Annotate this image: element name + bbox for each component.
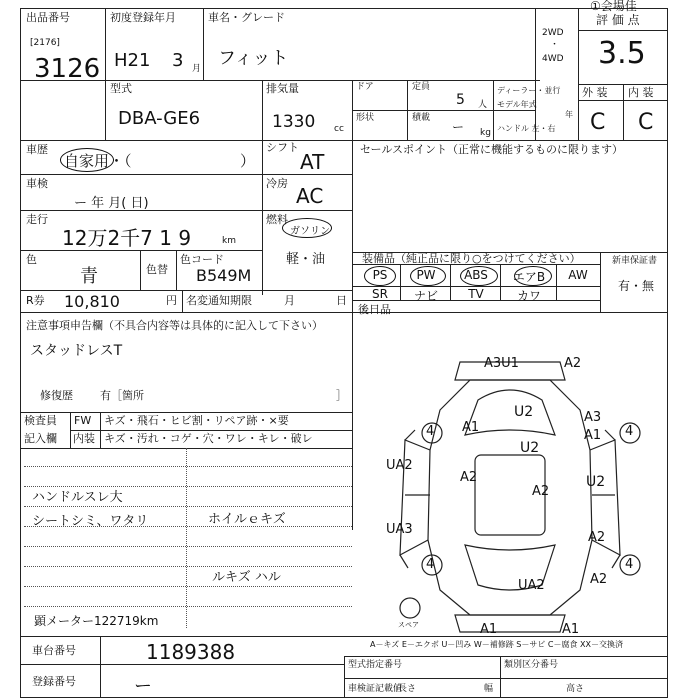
tire-mark-lr: 4 — [426, 557, 435, 572]
mark-rr2-a2: A2 — [590, 572, 608, 587]
first-reg-month: 3 — [172, 50, 184, 71]
mark-ldoor-ua2: UA2 — [386, 458, 413, 473]
equip-navi: ナビ — [413, 289, 438, 303]
drive-2wd: 2WD — [542, 28, 564, 38]
first-reg-label: 初度登録年月 — [110, 11, 176, 24]
score-label: 評 価 点 — [596, 13, 640, 27]
equip-pw: PW — [416, 268, 436, 282]
fuel-options: ガソリン — [290, 226, 330, 237]
name-change-label: 名変通知期限 — [186, 294, 252, 307]
mark-front-a2: A2 — [564, 356, 582, 371]
equip-airbag: エアB — [512, 270, 546, 284]
mark-rear-ua2: UA2 — [518, 578, 545, 593]
remark-2: シートシミ、ワタリ — [32, 514, 149, 529]
month-unit: 月 — [192, 64, 202, 74]
aftermarket-label: 後日品 — [358, 303, 391, 316]
history-value: 自家用・（ — [64, 152, 132, 170]
type-number-label: 型式指定番号 — [348, 660, 403, 670]
color-code-label: 色コード — [180, 253, 224, 266]
equip-abs: ABS — [464, 268, 488, 282]
kg-unit: kg — [480, 128, 491, 138]
equip-ps: PS — [372, 268, 388, 282]
mark-rear-a1-left: A1 — [480, 622, 498, 637]
yen-unit: 円 — [166, 294, 177, 307]
fuel-circle — [282, 218, 332, 238]
height-label: 高さ — [566, 684, 585, 694]
day-label: 日 — [336, 294, 347, 307]
length-label: 長さ — [398, 684, 417, 694]
history-close: ） — [240, 152, 256, 170]
notes-value: スタッドレスT — [30, 343, 123, 359]
auction-house: ①会場佳 — [590, 0, 637, 13]
equip-pw-circle — [410, 266, 446, 286]
fuel-label: 燃料 — [266, 213, 288, 226]
car-name: フィット — [218, 48, 289, 69]
tire-mark-rr: 4 — [625, 557, 634, 572]
remark-3: ホイルｅキズ — [208, 512, 286, 527]
notes-label: 注意事項申告欄（不具合内容等は具体的に記入して下さい） — [26, 319, 323, 332]
model-year-label: モデル年式 — [497, 100, 537, 109]
tire-mark-rf: 4 — [625, 424, 634, 439]
repair-close: ］ — [336, 389, 347, 402]
exterior-grade: C — [590, 110, 606, 135]
recycle-label: R券 — [26, 294, 45, 307]
mark-rf-a3: A3 — [584, 410, 602, 425]
equip-ps-circle — [364, 266, 396, 286]
sales-point-label: セールスポイント（正常に機能するものに限ります） — [360, 143, 624, 156]
equip-airbag-circle — [514, 266, 552, 286]
width-label: 幅 — [484, 684, 494, 694]
warranty-label: 新車保証書 — [612, 256, 658, 266]
drive-dot: ・ — [550, 40, 560, 50]
car-name-label: 車名・グレード — [208, 11, 285, 24]
fw-label: FW — [74, 414, 92, 427]
mark-lf-a1: A1 — [462, 420, 480, 435]
mark-rr-a2: A2 — [588, 530, 606, 545]
damage-legend: A－キズ E－エクボ U－凹み W－補修跡 S－サビ C－腐食 XX－交換済 — [370, 640, 624, 649]
equip-leather: カワ — [516, 289, 541, 303]
door-label: ドア — [356, 82, 374, 92]
lot-small: [2176] — [30, 38, 60, 48]
meter-note: 顕メーター122719km — [34, 614, 159, 628]
repair-label: 修復歴 — [40, 389, 73, 402]
interior-label: 内 装 — [628, 86, 654, 99]
equipment-label: 装備品（純正品に限り○をつけてください） — [362, 252, 581, 265]
reg-label: 登録番号 — [32, 675, 76, 688]
shape-label: 形状 — [356, 113, 375, 123]
capacity-label: 定員 — [412, 82, 431, 92]
color-value: 青 — [80, 266, 98, 287]
exterior-label: 外 装 — [582, 86, 608, 99]
dealer-label: ディーラー・並行 — [497, 86, 561, 95]
cert-label: 車検証記載値 — [348, 684, 403, 694]
lot-label: 出品番号 — [26, 11, 70, 24]
mark-rf-a1: A1 — [584, 428, 602, 443]
mileage-label: 走行 — [26, 213, 48, 226]
chassis-label: 車台番号 — [32, 644, 76, 657]
spare-label: スペア — [398, 621, 419, 629]
load-label: 積載 — [412, 113, 431, 123]
first-reg-year: H21 — [114, 50, 151, 71]
model-label: 型式 — [110, 82, 132, 95]
mark-front-a3u1: A3U1 — [484, 356, 519, 371]
remark-1: ハンドルスレ大 — [32, 490, 123, 505]
inspector-line1: キズ・飛石・ヒビ割・リペア跡・×要 — [104, 414, 289, 427]
aircon-value: AC — [296, 184, 324, 208]
history-circle — [60, 148, 114, 172]
drive-4wd: 4WD — [542, 54, 564, 64]
score: 3.5 — [598, 36, 646, 71]
model-value: DBA-GE6 — [118, 108, 201, 129]
capacity-unit: 人 — [478, 100, 488, 110]
displacement-label: 排気量 — [266, 82, 299, 95]
chassis-value: 1189388 — [146, 640, 236, 664]
history-label: 車歴 — [26, 143, 48, 156]
remark-4: ルキズ ハル — [212, 570, 281, 585]
month-label: 月 — [284, 294, 295, 307]
color-label: 色 — [26, 253, 37, 266]
equip-abs-circle — [460, 266, 498, 286]
mark-lr-ua3: UA3 — [386, 522, 413, 537]
inspection-value: ー 年 月( 日) — [74, 196, 149, 211]
entry-label: 記入欄 — [24, 432, 57, 445]
displacement-value: 1330 — [272, 112, 316, 132]
car-damage-diagram — [360, 340, 660, 640]
mark-rdoor-u2: U2 — [586, 474, 606, 490]
tire-mark-lf: 4 — [426, 424, 435, 439]
shift-value: AT — [300, 150, 325, 174]
year-unit: 年 — [565, 110, 573, 119]
mark-roof-a2: A2 — [532, 484, 550, 499]
handle-label: ハンドル 左・右 — [497, 124, 556, 133]
warranty-value: 有・無 — [618, 279, 655, 293]
inspector-label: 検査員 — [24, 414, 57, 427]
mark-hood-u2: U2 — [514, 404, 534, 420]
mark-roof-u2: U2 — [520, 440, 540, 456]
inspection-label: 車検 — [26, 177, 48, 190]
naisou-label: 内装 — [73, 432, 95, 445]
equip-aw: AW — [568, 268, 588, 282]
color-code: B549M — [196, 266, 252, 285]
shift-label: シフト — [266, 141, 299, 154]
load-value: ー — [452, 120, 465, 134]
km-unit: km — [222, 236, 236, 246]
aircon-label: 冷房 — [266, 177, 288, 190]
inspector-line2: キズ・汚れ・コゲ・穴・ワレ・キレ・破レ — [104, 432, 313, 445]
equip-tv: TV — [468, 287, 484, 301]
equip-sr: SR — [372, 287, 388, 301]
class-number-label: 類別区分番号 — [504, 660, 559, 670]
capacity-value: 5 — [456, 92, 465, 108]
reg-value: ー — [134, 676, 152, 697]
lot-number: 3126 — [34, 54, 101, 84]
mark-rear-a1-right: A1 — [562, 622, 580, 637]
recycle-value: 10,810 — [64, 292, 120, 311]
cc-unit: cc — [334, 124, 344, 134]
color-change-label: 色替 — [146, 263, 168, 276]
interior-grade: C — [638, 110, 654, 135]
mark-lfdoor-a2: A2 — [460, 470, 478, 485]
repair-value: 有［箇所 — [100, 389, 144, 402]
mileage-value: 12万2千7 1 9 — [62, 226, 192, 250]
fuel-other: 軽・油 — [286, 252, 326, 267]
